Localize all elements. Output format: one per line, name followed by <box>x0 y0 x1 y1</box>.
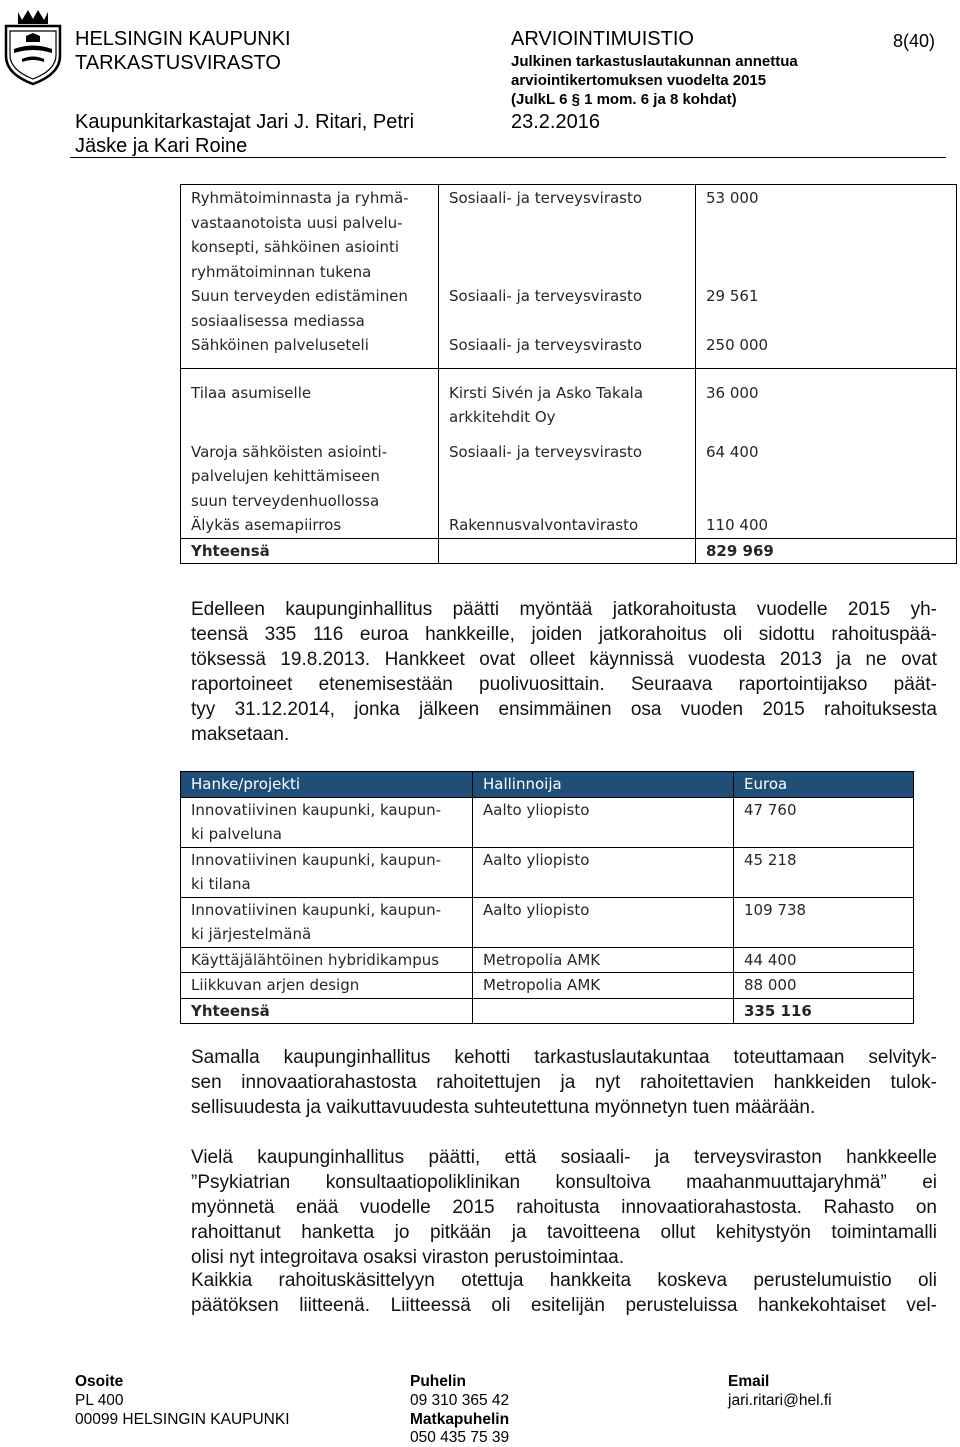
footer-email[interactable]: jari.ritari@hel.fi <box>728 1392 832 1409</box>
text-line: rahoittanut hanketta jo pitkään ja tavoitteena ollut kehitystyön toimintamalli <box>191 1222 937 1243</box>
footer-address-line-2: 00099 HELSINGIN KAUPUNKI <box>75 1411 290 1428</box>
document-title: ARVIOINTIMUISTIO <box>511 28 694 50</box>
text-line: sen innovaatiorahastosta rahoitettujen ja nyt rahoitettavien hankkeiden tulok- <box>191 1072 937 1093</box>
text-line: raportoineet etenemisestään puolivuosittain. Seuraava raportointijakso päät- <box>191 674 937 695</box>
text-line: teensä 335 116 euroa hankkeille, joiden jatkorahoitus oli sidottu rahoituspää- <box>191 624 937 645</box>
admin-cell: Sosiaali- ja terveysvirasto <box>439 430 696 514</box>
text-line: tyy 31.12.2014, jonka jälkeen ensimmäinen osa vuoden 2015 rahoituksesta <box>191 699 937 720</box>
admin-cell: Sosiaali- ja terveysvirasto <box>439 284 696 333</box>
empty-cell <box>473 998 734 1024</box>
paragraph-funding-denied <box>191 1145 937 1270</box>
project-cell <box>181 847 473 897</box>
column-header-amount: Euroa <box>734 772 914 798</box>
admin-cell: Aalto yliopisto <box>473 797 734 847</box>
helsinki-crest-logo <box>0 4 66 86</box>
amount-cell: 29 561 <box>696 284 957 333</box>
empty-cell <box>439 538 696 564</box>
table-row <box>181 333 957 368</box>
amount-cell: 110 400 <box>696 513 957 538</box>
footer-phone: 09 310 365 42 <box>410 1392 510 1409</box>
text-line: töksessä 19.8.2013. Hankkeet ovat olleet käynnissä vuodesta 2013 ja ne ovat <box>191 649 937 670</box>
project-cell <box>181 973 473 999</box>
paragraph-evaluation-request <box>191 1045 937 1120</box>
department-name: TARKASTUSVIRASTO <box>75 52 281 74</box>
document-subtitle-2: arviointikertomuksen vuodelta 2015 <box>511 72 767 89</box>
project-line: Innovatiivinen kaupunki, kaupun- <box>191 850 442 869</box>
total-label: Yhteensä <box>181 538 439 564</box>
project-line: konsepti, sähköinen asiointi <box>191 238 400 256</box>
document-subtitle-1: Julkinen tarkastuslautakunnan annettua <box>511 53 798 70</box>
project-line: ki palveluna <box>191 825 282 843</box>
project-line: Sähköinen palveluseteli <box>191 336 369 354</box>
project-line: ki tilana <box>191 875 251 893</box>
project-cell <box>181 284 439 333</box>
project-line: Tilaa asumiselle <box>191 383 312 402</box>
authors-line-2: Jäske ja Kari Roine <box>75 135 248 157</box>
text-line: Edelleen kaupunginhallitus päätti myöntää jatkorahoitusta vuodelle 2015 yh- <box>191 599 937 620</box>
funding-table-2 <box>180 771 914 1024</box>
funding-table-1 <box>180 184 957 564</box>
admin-cell: Aalto yliopisto <box>473 897 734 947</box>
project-line: sosiaalisessa mediassa <box>191 311 365 330</box>
table-row <box>181 284 957 333</box>
footer-mobile: 050 435 75 39 <box>410 1429 510 1446</box>
table-row <box>181 847 914 897</box>
header-divider <box>70 157 946 158</box>
project-cell <box>181 430 439 514</box>
footer-address-label: Osoite <box>75 1373 124 1390</box>
text-line: ”Psykiatrian konsultaatiopoliklinikan konsultoiva maahanmuuttajaryhmä” ei <box>191 1172 937 1193</box>
document-date: 23.2.2016 <box>511 111 600 133</box>
footer-email-label: Email <box>728 1373 770 1390</box>
amount-cell: 53 000 <box>696 185 957 285</box>
amount-cell: 64 400 <box>696 430 957 514</box>
project-line: suun terveydenhuollossa <box>191 491 380 510</box>
project-line: palvelujen kehittämiseen <box>191 467 380 485</box>
project-cell <box>181 185 439 285</box>
page-number: 8(40) <box>893 31 936 51</box>
table-row <box>181 368 957 430</box>
project-line: Ryhmätoiminnasta ja ryhmä- <box>191 189 409 207</box>
project-line: Älykäs asemapiirros <box>191 516 342 534</box>
total-amount: 335 116 <box>734 998 914 1024</box>
table-row <box>181 185 957 285</box>
amount-cell: 250 000 <box>696 333 957 368</box>
amount-cell: 36 000 <box>696 368 957 430</box>
total-row <box>181 538 957 564</box>
text-line: maksetaan. <box>191 724 290 745</box>
column-header-project: Hanke/projekti <box>181 772 473 798</box>
admin-cell: Kirsti Sivén ja Asko Takala arkkitehdit Oy <box>439 368 696 430</box>
admin-cell: Metropolia AMK <box>473 973 734 999</box>
project-line: Varoja sähköisten asiointi- <box>191 442 388 461</box>
table-header-row <box>181 772 914 798</box>
table-row <box>181 797 914 847</box>
project-line: Käyttäjälähtöinen hybridikampus <box>191 950 440 969</box>
project-cell <box>181 797 473 847</box>
text-line: Kaikkia rahoituskäsittelyyn otettuja hankkeita koskeva perustelumuistio oli <box>191 1270 937 1291</box>
table-row <box>181 947 914 973</box>
amount-cell: 45 218 <box>734 847 914 897</box>
admin-cell: Aalto yliopisto <box>473 847 734 897</box>
project-line: Innovatiivinen kaupunki, kaupun- <box>191 900 442 919</box>
project-cell <box>181 897 473 947</box>
project-line: ryhmätoiminnan tukena <box>191 262 372 281</box>
project-line: ki järjestelmänä <box>191 925 312 943</box>
project-cell <box>181 513 439 538</box>
amount-cell: 88 000 <box>734 973 914 999</box>
authors-line-1: Kaupunkitarkastajat Jari J. Ritari, Petri <box>75 111 415 133</box>
admin-cell: Metropolia AMK <box>473 947 734 973</box>
footer-phone-label: Puhelin <box>410 1373 466 1390</box>
table-row <box>181 973 914 999</box>
project-cell <box>181 368 439 430</box>
table-row <box>181 513 957 538</box>
table-row <box>181 430 957 514</box>
paragraph-memo-attachment <box>191 1268 937 1318</box>
amount-cell: 44 400 <box>734 947 914 973</box>
document-subtitle-3: (JulkL 6 § 1 mom. 6 ja 8 kohdat) <box>511 91 737 108</box>
admin-cell: Sosiaali- ja terveysvirasto <box>439 185 696 285</box>
total-label: Yhteensä <box>181 998 473 1024</box>
amount-cell: 109 738 <box>734 897 914 947</box>
text-line: Samalla kaupunginhallitus kehotti tarkastuslautakuntaa toteuttamaan selvityk- <box>191 1047 937 1068</box>
footer-address-line-1: PL 400 <box>75 1392 124 1409</box>
project-line: vastaanotoista uusi palvelu- <box>191 213 403 232</box>
project-line: Suun terveyden edistäminen <box>191 287 408 305</box>
text-line: sellisuudesta ja vaikuttavuudesta suhteutettuna myönnetyn tuen määrään. <box>191 1097 816 1118</box>
text-line: olisi nyt integroitava osaksi viraston perustoimintaa. <box>191 1247 624 1268</box>
admin-cell: Sosiaali- ja terveysvirasto <box>439 333 696 368</box>
paragraph-continued-funding <box>191 597 937 747</box>
table-row <box>181 897 914 947</box>
total-row <box>181 998 914 1024</box>
project-cell <box>181 947 473 973</box>
text-line: myönnetä enää vuodelle 2015 rahoitusta innovaatiorahastosta. Rahasto on <box>191 1197 937 1218</box>
text-line: Vielä kaupunginhallitus päätti, että sosiaali- ja terveysviraston hankkeelle <box>191 1147 937 1168</box>
organization-name: HELSINGIN KAUPUNKI <box>75 28 291 50</box>
amount-cell: 47 760 <box>734 797 914 847</box>
admin-cell: Rakennusvalvontavirasto <box>439 513 696 538</box>
column-header-admin: Hallinnoija <box>473 772 734 798</box>
total-amount: 829 969 <box>696 538 957 564</box>
footer-mobile-label: Matkapuhelin <box>410 1411 510 1428</box>
text-line: päätöksen liitteenä. Liitteessä oli esitelijän perusteluissa hankekohtaiset vel- <box>191 1295 937 1316</box>
project-line: Innovatiivinen kaupunki, kaupun- <box>191 800 442 819</box>
project-line: Liikkuvan arjen design <box>191 976 360 994</box>
project-cell <box>181 333 439 368</box>
